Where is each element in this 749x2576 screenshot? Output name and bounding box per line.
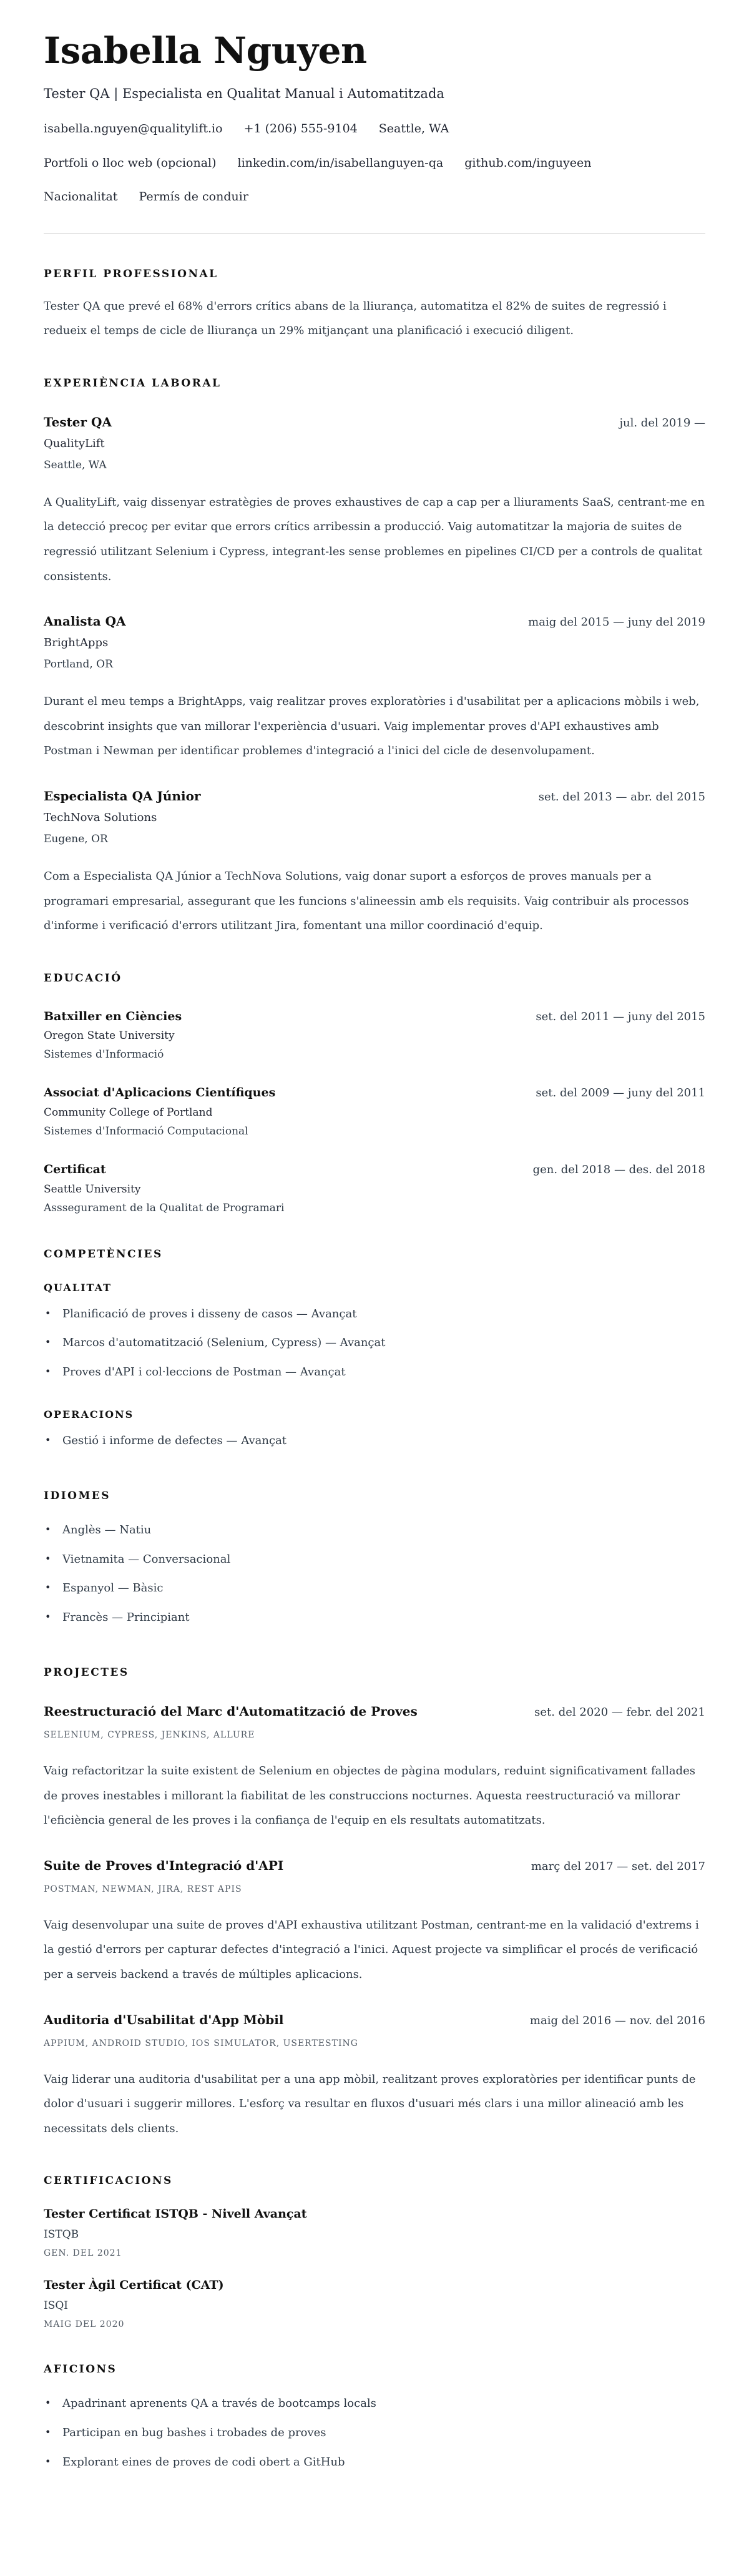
job-location: Eugene, OR	[44, 833, 108, 846]
skill-item: • Planificació de proves i disseny de casos — Avançat	[44, 1300, 705, 1329]
education-entry	[44, 1008, 705, 1061]
section-languages	[44, 1490, 705, 1633]
section-profile	[44, 268, 705, 343]
certification-entry	[44, 2278, 705, 2329]
job-description: Com a Especialista QA Júnior a TechNova Solutions, vaig donar suport a esforços de proves manuals per a programari empresarial, assegurant que les funcions s'alineessin amb els requisits. Vaig contribuir als processos d'informe i verificació d'errors utilitzant Jira, fomentant una millor coordinació d'equip.	[44, 870, 689, 933]
job-title: Tester QA	[44, 414, 112, 430]
field-of-study: Asssegurament de la Qualitat de Programari	[44, 1201, 285, 1214]
school-name: Seattle University	[44, 1182, 141, 1196]
certification-issuer: ISTQB	[44, 2228, 79, 2241]
project-dates: set. del 2020 — febr. del 2021	[534, 1705, 705, 1719]
skill-list	[44, 1300, 705, 1387]
section-projects	[44, 1666, 705, 2141]
project-description: Vaig refactoritzar la suite existent de Selenium en objectes de pàgina modulars, reduint significativament fallades de proves inestables i millorant la fiabilitat de les construccions nocturnes. Aquesta reestructuració va millorar l'eficiència general de les proves i la confiança de l'equip en els resultats automatitzats.	[44, 1764, 695, 1827]
resume-header	[44, 30, 705, 234]
experience-heading: EXPERIÈNCIA LABORAL	[44, 376, 222, 390]
job-description: Durant el meu temps a BrightApps, vaig realitzar proves exploratòries i d'usabilitat per a aplicacions mòbils i web, descobrint insights que van millorar l'experiència d'usuari. Vaig implementar proves d'API exhaustives amb Postman i Newman per identificar problemes d'integració a l'inici del cicle de desenvolupament.	[44, 695, 700, 758]
education-heading: EDUCACIÓ	[44, 971, 122, 985]
language-item: • Espanyol — Bàsic	[44, 1574, 705, 1603]
certifications-heading: CERTIFICACIONS	[44, 2175, 173, 2188]
hobby-item: • Apadrinant aprenents QA a través de bootcamps locals	[44, 2389, 705, 2419]
job-location: Portland, OR	[44, 658, 113, 671]
projects-heading: PROJECTES	[44, 1666, 129, 1679]
project-entry	[44, 1857, 705, 1987]
education-dates: set. del 2011 — juny del 2015	[536, 1010, 705, 1023]
driving-license-text: Permís de conduir	[139, 190, 248, 204]
school-name: Oregon State University	[44, 1030, 175, 1043]
job-headline: Tester QA | Especialista en Qualitat Manual i Automatitzada	[44, 86, 444, 101]
job-dates: jul. del 2019 —	[619, 416, 705, 430]
project-description: Vaig liderar una auditoria d'usabilitat per a una app mòbil, realitzant proves exploratòries per identificar punts de dolor d'usuari i suggerir millores. L'esforç va resultar en fluxos d'usuari més clars i una millor alineació amb les necessitats dels clients.	[44, 2072, 696, 2135]
job-company: QualityLift	[44, 436, 105, 450]
job-entry	[44, 787, 705, 938]
skill-list	[44, 1427, 705, 1456]
degree-title: Batxiller en Ciències	[44, 1009, 182, 1023]
degree-title: Associat d'Aplicacions Científiques	[44, 1086, 276, 1100]
portfolio-text: Portfoli o lloc web (opcional)	[44, 155, 217, 170]
education-entry	[44, 1084, 705, 1138]
section-certifications	[44, 2175, 705, 2329]
profile-text: Tester QA que prevé el 68% d'errors crítics abans de la lliurança, automatitza el 82% de suites de regressió i redueix el temps de cicle de lliurança un 29% mitjançant una planificació i execució diligent.	[44, 299, 667, 338]
github-text: github.com/inguyeen	[464, 155, 592, 170]
job-location: Seattle, WA	[44, 458, 107, 471]
section-hobbies	[44, 2363, 705, 2477]
job-entry	[44, 612, 705, 764]
contact-row-primary	[44, 120, 705, 138]
skill-group-name: OPERACIONS	[44, 1408, 134, 1420]
linkedin-text: linkedin.com/in/isabellanguyen-qa	[237, 155, 444, 170]
language-item: • Francès — Principiant	[44, 1603, 705, 1633]
field-of-study: Sistemes d'Informació Computacional	[44, 1125, 248, 1138]
skill-group-name: QUALITAT	[44, 1281, 112, 1294]
job-entry	[44, 413, 705, 589]
certification-issuer: ISQI	[44, 2299, 69, 2313]
hobby-item: • Participan en bug bashes i trobades de proves	[44, 2419, 705, 2448]
job-title: Analista QA	[44, 614, 126, 629]
project-dates: maig del 2016 — nov. del 2016	[529, 2013, 705, 2027]
certification-date: GEN. DEL 2021	[44, 2248, 122, 2259]
hobby-list	[44, 2389, 705, 2477]
nationality-text: Nacionalitat	[44, 190, 118, 204]
education-dates: set. del 2009 — juny del 2011	[536, 1086, 705, 1100]
email-text: isabella.nguyen@qualitylift.io	[44, 122, 223, 136]
project-dates: març del 2017 — set. del 2017	[531, 1859, 705, 1873]
location-text: Seattle, WA	[378, 122, 449, 136]
job-description: A QualityLift, vaig dissenyar estratègies de proves exhaustives de cap a cap per a lliuraments SaaS, centrant-me en la detecció precoç per evitar que errors crítics arribessin a producció. Vaig automatitzar la majoria de suites de regressió utilitzant Selenium i Cypress, integrant-les sense problemes en pipelines CI/CD per a controls de qualitat consistents.	[44, 495, 705, 583]
skills-heading: COMPETÈNCIES	[44, 1247, 163, 1261]
language-list	[44, 1516, 705, 1633]
job-dates: maig del 2015 — juny del 2019	[528, 616, 705, 629]
certification-name: Tester Àgil Certificat (CAT)	[44, 2278, 224, 2293]
project-title: Suite de Proves d'Integració d'API	[44, 1857, 284, 1873]
certification-name: Tester Certificat ISTQB - Nivell Avançat	[44, 2207, 307, 2221]
contact-row-misc	[44, 188, 705, 206]
job-company: TechNova Solutions	[44, 811, 157, 825]
education-entry	[44, 1161, 705, 1214]
language-item: • Anglès — Natiu	[44, 1516, 705, 1545]
school-name: Community College of Portland	[44, 1106, 213, 1119]
job-company: BrightApps	[44, 636, 109, 650]
languages-heading: IDIOMES	[44, 1489, 111, 1502]
certification-date: MAIG DEL 2020	[44, 2319, 125, 2330]
section-skills	[44, 1248, 705, 1456]
project-entry	[44, 1703, 705, 1833]
project-tags: APPIUM, ANDROID STUDIO, IOS SIMULATOR, USERTESTING	[44, 2038, 358, 2048]
profile-heading: PERFIL PROFESSIONAL	[44, 267, 218, 280]
project-entry	[44, 2011, 705, 2141]
hobbies-heading: AFICIONS	[44, 2363, 117, 2376]
job-title: Especialista QA Júnior	[44, 789, 201, 804]
contact-row-links	[44, 154, 705, 172]
project-title: Auditoria d'Usabilitat d'App Mòbil	[44, 2012, 284, 2027]
field-of-study: Sistemes d'Informació	[44, 1048, 164, 1061]
degree-title: Certificat	[44, 1163, 106, 1176]
project-tags: SELENIUM, CYPRESS, JENKINS, ALLURE	[44, 1729, 255, 1740]
education-dates: gen. del 2018 — des. del 2018	[532, 1163, 705, 1176]
job-dates: set. del 2013 — abr. del 2015	[538, 790, 705, 804]
skill-item: • Gestió i informe de defectes — Avançat	[44, 1427, 705, 1456]
project-tags: POSTMAN, NEWMAN, JIRA, REST APIS	[44, 1884, 242, 1894]
person-name: Isabella Nguyen	[44, 29, 367, 72]
certification-entry	[44, 2207, 705, 2258]
project-title: Reestructuració del Marc d'Automatització de Proves	[44, 1703, 418, 1719]
language-item: • Vietnamita — Conversacional	[44, 1545, 705, 1575]
section-experience	[44, 377, 705, 938]
phone-text: +1 (206) 555-9104	[243, 122, 358, 136]
project-description: Vaig desenvolupar una suite de proves d'API exhaustiva utilitzant Postman, centrant-me en la validació d'extrems i la gestió d'errors per capturar defectes d'integració a l'inici. Aquest projecte va simplificar el procés de verificació per a serveis backend a través de múltiples aplicacions.	[44, 1918, 699, 1981]
skill-item: • Proves d'API i col·leccions de Postman — Avançat	[44, 1358, 705, 1387]
skill-item: • Marcos d'automatització (Selenium, Cypress) — Avançat	[44, 1329, 705, 1358]
section-education	[44, 972, 705, 1214]
hobby-item: • Explorant eines de proves de codi obert a GitHub	[44, 2448, 705, 2477]
